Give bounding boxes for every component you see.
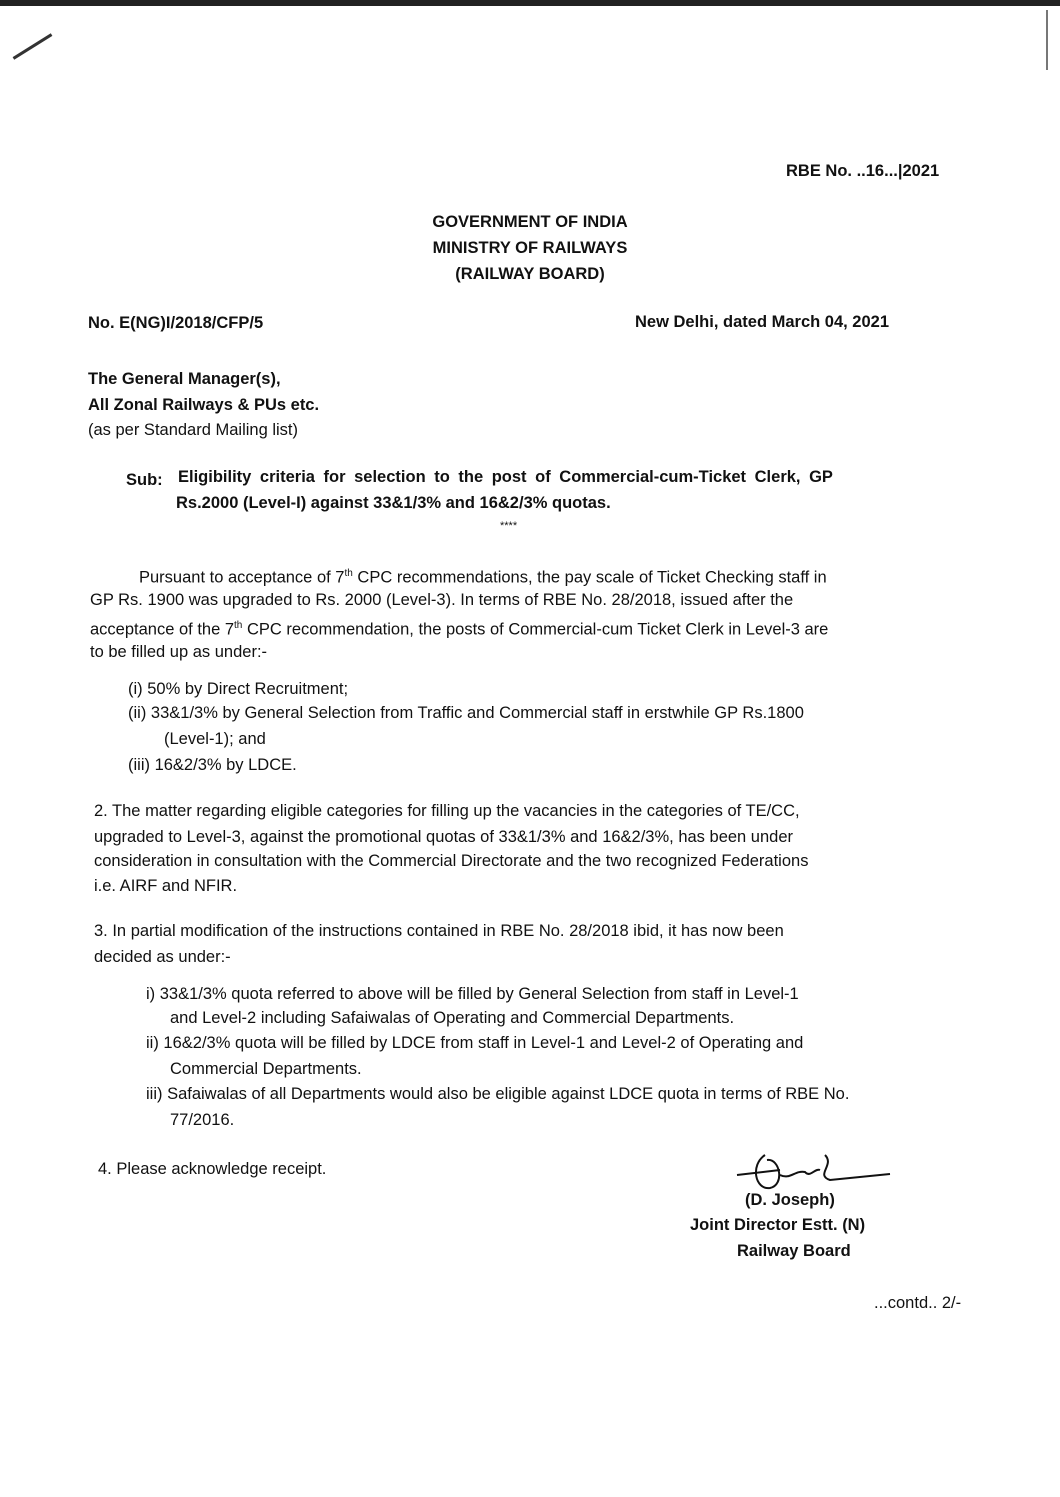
list-item: i) 33&1/3% quota referred to above will be filled by General Selection from staff in Level-1 <box>146 985 799 1003</box>
signatory-name: (D. Joseph) <box>745 1191 835 1209</box>
signatory-office: Railway Board <box>737 1242 851 1260</box>
header-government: GOVERNMENT OF INDIA <box>432 213 628 231</box>
header-ministry: MINISTRY OF RAILWAYS <box>432 239 628 257</box>
list-item: Commercial Departments. <box>170 1060 362 1078</box>
paragraph-1-line: GP Rs. 1900 was upgraded to Rs. 2000 (Level-3). In terms of RBE No. 28/2018, issued after the <box>90 591 794 609</box>
list-item: and Level-2 including Safaiwalas of Operating and Commercial Departments. <box>170 1009 735 1027</box>
list-item: (Level-1); and <box>164 730 266 748</box>
header-board: (RAILWAY BOARD) <box>455 265 605 283</box>
addressee-line: All Zonal Railways & PUs etc. <box>88 396 320 414</box>
list-item: iii) Safaiwalas of all Departments would also be eligible against LDCE quota in terms of RBE No. <box>146 1085 850 1103</box>
paragraph-2-line: upgraded to Level-3, against the promotional quotas of 33&1/3% and 16&2/3%, has been under <box>94 828 794 846</box>
scan-edge-mark <box>1046 10 1048 70</box>
list-item: (iii) 16&2/3% by LDCE. <box>128 756 297 774</box>
list-item: 77/2016. <box>170 1111 235 1129</box>
paragraph-2-line: 2. The matter regarding eligible categories for filling up the vacancies in the categories of TE/CC, <box>94 802 800 820</box>
paragraph-2-line: i.e. AIRF and NFIR. <box>94 877 238 895</box>
subject-line: Rs.2000 (Level-I) against 33&1/3% and 16&2/3% quotas. <box>176 494 611 512</box>
continued-note: ...contd.. 2/- <box>874 1294 962 1312</box>
list-item: (i) 50% by Direct Recruitment; <box>128 680 349 698</box>
paragraph-3-line: 3. In partial modification of the instructions contained in RBE No. 28/2018 ibid, it has now been <box>94 922 784 940</box>
paragraph-1-line: to be filled up as under:- <box>90 643 268 661</box>
subject-label: Sub: <box>126 471 163 489</box>
addressee-line: The General Manager(s), <box>88 370 281 388</box>
paragraph-1-line: acceptance of the 7th CPC recommendation, the posts of Commercial-cum Ticket Clerk in Level-3 are <box>90 620 829 639</box>
paragraph-4: 4. Please acknowledge receipt. <box>98 1160 327 1178</box>
signatory-designation: Joint Director Estt. (N) <box>690 1216 866 1234</box>
rbe-number: RBE No. ..16...|2021 <box>786 162 940 180</box>
scan-pen-mark <box>13 33 53 59</box>
letter-date: New Delhi, dated March 04, 2021 <box>635 313 890 331</box>
paragraph-1-line: Pursuant to acceptance of 7th CPC recommendations, the pay scale of Ticket Checking staff in <box>139 568 827 587</box>
paragraph-3-line: decided as under:- <box>94 948 231 966</box>
subject-line: Eligibility criteria for selection to the post of Commercial-cum-Ticket Clerk, GP <box>178 468 833 486</box>
list-item: ii) 16&2/3% quota will be filled by LDCE from staff in Level-1 and Level-2 of Operating and <box>146 1034 804 1052</box>
scan-border <box>0 0 1060 6</box>
reference-number: No. E(NG)I/2018/CFP/5 <box>88 314 264 332</box>
paragraph-2-line: consideration in consultation with the Commercial Directorate and the two recognized Federations <box>94 852 809 870</box>
separator-stars: **** <box>500 520 518 532</box>
addressee-line: (as per Standard Mailing list) <box>88 421 299 439</box>
list-item: (ii) 33&1/3% by General Selection from Traffic and Commercial staff in erstwhile GP Rs.1800 <box>128 704 804 722</box>
